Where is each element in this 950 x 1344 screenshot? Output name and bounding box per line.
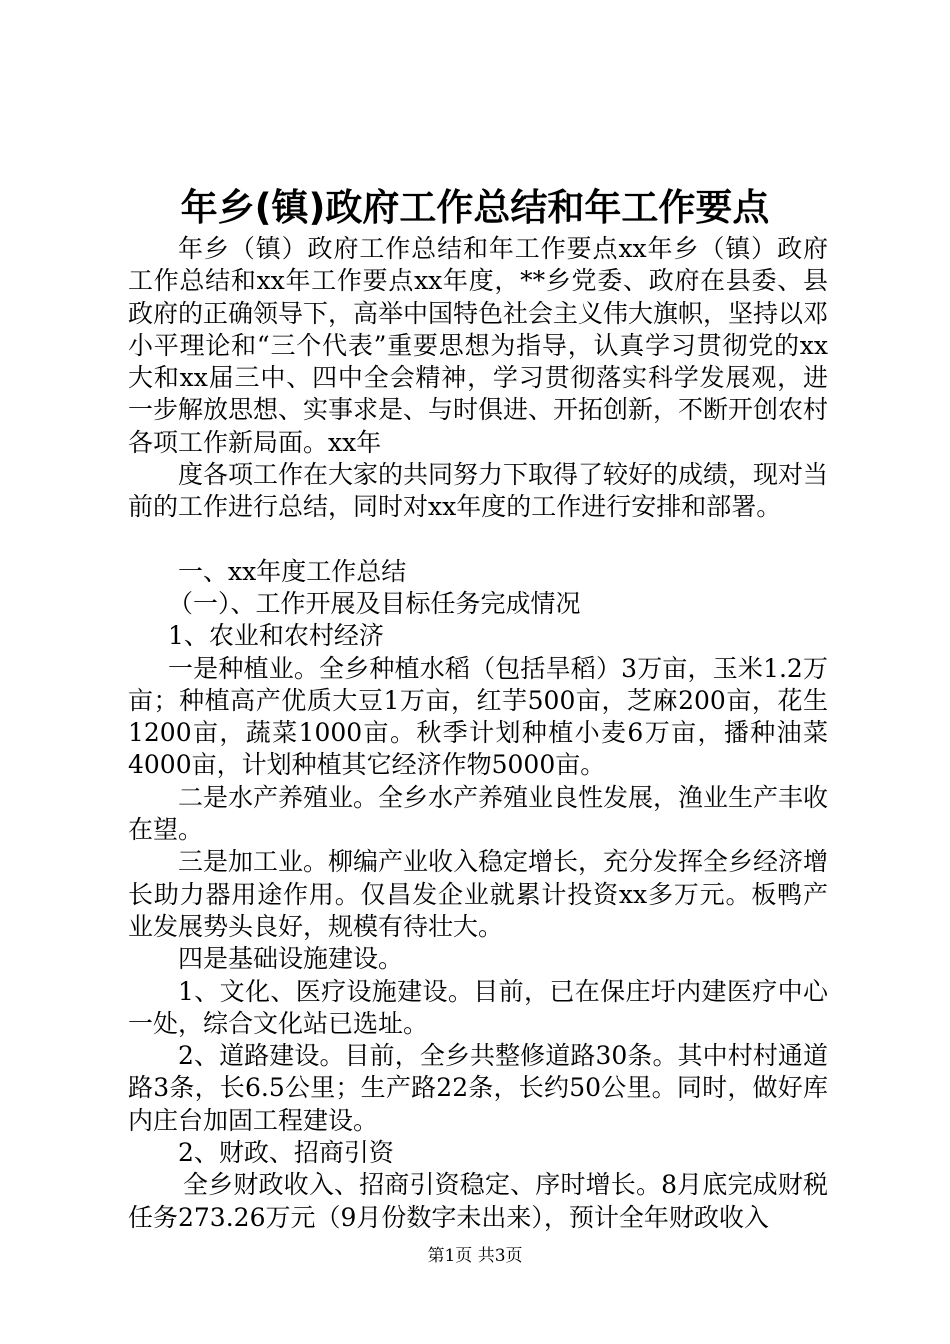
document-body	[128, 233, 828, 1234]
subsection-heading: （一）、工作开展及目标任务完成情况	[168, 588, 581, 618]
paragraph: 1、文化、医疗设施建设。目前，已在保庄圩内建医疗中心一处，综合文化站已选址。	[128, 976, 828, 1038]
item-heading: 2、财政、招商引资	[178, 1138, 394, 1168]
paragraph: 年乡（镇）政府工作总结和年工作要点xx年乡（镇）政府工作总结和xx年工作要点xx年度，**乡党委、政府在县委、县政府的正确领导下，高举中国特色社会主义伟大旗帜，坚持以邓小平理论和“三个代表”重要思想为指导，认真学习贯彻党的xx大和xx届三中、四中全会精神，学习贯彻落实科学发展观，进一步解放思想、实事求是、与时俱进、开拓创新，不断开创农村各项工作新局面。xx年	[128, 234, 829, 457]
page-footer: 第1页 共3页	[427, 1246, 523, 1266]
paragraph: 三是加工业。柳编产业收入稳定增长，充分发挥全乡经济增长助力器用途作用。仅昌发企业就累计投资xx多万元。板鸭产业发展势头良好，规模有待壮大。	[128, 847, 829, 941]
paragraph: 2、道路建设。目前，全乡共整修道路30条。其中村村通道路3条，长6.5公里；生产路22条，长约50公里。同时，做好库内庄台加固工程建设。	[128, 1041, 828, 1135]
paragraph: 一是种植业。全乡种植水稻（包括旱稻）3万亩，玉米1.2万亩；种植高产优质大豆1万亩，红芋500亩，芝麻200亩，花生1200亩，蔬菜1000亩。秋季计划种植小麦6万亩，播种油菜4000亩，计划种植其它经济作物5000亩。	[128, 653, 828, 780]
paragraph: 全乡财政收入、招商引资稳定、序时增长。8月底完成财税任务273.26万元（9月份数字未出来），预计全年财政收入	[128, 1170, 828, 1232]
paragraph: 二是水产养殖业。全乡水产养殖业良性发展，渔业生产丰收在望。	[128, 782, 829, 845]
section-heading: 一、xx年度工作总结	[178, 556, 407, 586]
paragraph: 四是基础设施建设。	[178, 944, 404, 974]
paragraph-gap	[128, 524, 828, 556]
document-title: 年乡(镇)政府工作总结和年工作要点	[180, 186, 770, 229]
paragraph: 度各项工作在大家的共同努力下取得了较好的成绩，现对当前的工作进行总结，同时对xx年度的工作进行安排和部署。	[128, 460, 829, 522]
item-heading: 1、农业和农村经济	[168, 621, 384, 651]
